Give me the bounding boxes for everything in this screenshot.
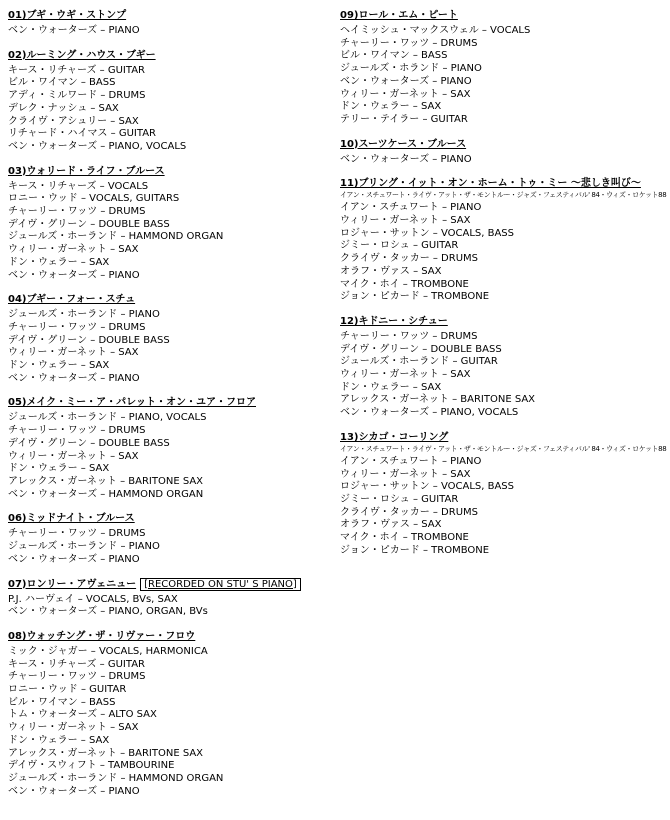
track-block — [8, 512, 330, 566]
credit-line: ウィリー・ガーネット – SAX — [340, 369, 471, 381]
credit-line: テリー・テイラー – GUITAR — [340, 113, 468, 125]
credit-line: ベン・ウォーターズ – HAMMOND ORGAN — [8, 488, 204, 500]
credit-line: マイク・ホイ – TROMBONE — [340, 532, 469, 544]
credit-line: アディ・ミルワード – DRUMS — [8, 90, 146, 102]
credit-line: ジュールズ・ホーランド – PIANO, VOCALS — [8, 412, 207, 424]
track-title-text: 13)シカゴ・コーリング — [340, 431, 449, 443]
credit-line: キース・リチャーズ – VOCALS — [8, 180, 149, 192]
track-block — [8, 165, 330, 283]
credit-line: ロジャー・サットン – VOCALS, BASS — [340, 481, 514, 493]
track-title-text: 01)ブギ・ウギ・ストンプ — [8, 10, 127, 21]
credit-line: チャーリー・ワッツ – DRUMS — [8, 321, 146, 333]
credit-line: オラフ・ヴァス – SAX — [340, 519, 442, 531]
credit-line: ジミー・ロシュ – GUITAR — [340, 240, 459, 252]
track-title — [340, 431, 668, 444]
credit-line: デイヴ・スウィフト – TAMBOURINE — [8, 760, 175, 772]
credit-line: ジョン・ピカード – TROMBONE — [340, 544, 490, 556]
credit-line: チャーリー・ワッツ – DRUMS — [8, 206, 146, 218]
credit-line: チャーリー・ワッツ – DRUMS — [340, 330, 478, 342]
track-title — [340, 138, 668, 151]
credit-line: オラフ・ヴァス – SAX — [340, 265, 442, 277]
track-title-text: 07)ロンリー・アヴェニュー — [8, 578, 137, 590]
credit-line: アレックス・ガーネット – BARITONE SAX — [8, 475, 204, 487]
credit-line: キース・リチャーズ – GUITAR — [8, 64, 145, 76]
track-block — [8, 9, 330, 38]
credit-line: クライヴ・タッカー – DRUMS — [340, 506, 479, 518]
track-title — [8, 578, 330, 591]
credit-line: デイヴ・グリーン – DOUBLE BASS — [8, 437, 170, 449]
credit-line: ベン・ウォーターズ – PIANO — [8, 372, 140, 384]
track-title — [8, 512, 330, 525]
credit-line: ドン・ウェラー – SAX — [8, 360, 110, 372]
credit-line: ウィリー・ガーネット – SAX — [8, 244, 139, 256]
credit-line: チャーリー・ワッツ – DRUMS — [8, 425, 146, 437]
track-title-text: 05)メイク・ミー・ア・パレット・オン・ユア・フロア — [8, 397, 256, 409]
credit-line: キース・リチャーズ – GUITAR — [8, 658, 145, 670]
track-block — [8, 396, 330, 501]
credit-line: ベン・ウォーターズ – PIANO — [8, 785, 140, 797]
credit-line: ジュールズ・ホーランド – GUITAR — [340, 356, 498, 368]
track-subtitle: イアン・スチュワート・ライヴ・アット・ザ・モントルー・ジャズ・フェスティバル' 84・ウィズ・ロケット88 — [340, 191, 667, 200]
credit-line: ジュールズ・ホランド – PIANO — [340, 63, 482, 75]
track-block — [340, 431, 668, 558]
credit-line: ドン・ウェラー – SAX — [340, 101, 442, 113]
track-title-text: 08)ウォッチング・ザ・リヴァー・フロウ — [8, 630, 196, 642]
credit-line: イアン・スチュワート – PIANO — [340, 202, 482, 214]
credit-line: アレックス・ガーネット – BARITONE SAX — [8, 747, 204, 759]
track-title — [8, 396, 330, 409]
track-title — [8, 9, 330, 22]
credit-line: ウィリー・ガーネット – SAX — [340, 88, 471, 100]
credit-line: デイヴ・グリーン – DOUBLE BASS — [340, 343, 502, 355]
track-title — [340, 315, 668, 328]
credit-line: ベン・ウォーターズ – PIANO — [340, 75, 472, 87]
track-title-text: 06)ミッドナイト・ブルース — [8, 513, 135, 525]
recording-note: [RECORDED ON STU' S PIANO] — [140, 578, 301, 591]
credit-line: ベン・ウォーターズ – PIANO, VOCALS — [340, 407, 519, 419]
credit-line: デイヴ・グリーン – DOUBLE BASS — [8, 334, 170, 346]
track-block — [8, 293, 330, 385]
credit-line: ドン・ウェラー – SAX — [8, 734, 110, 746]
track-block — [340, 138, 668, 167]
track-title-text: 10)スーツケース・ブルース — [340, 138, 467, 150]
track-block — [8, 578, 330, 619]
credit-line: クライヴ・アシュリー – SAX — [8, 115, 139, 127]
track-title-text: 11)ブリング・イット・オン・ホーム・トゥ・ミー ～悲しき叫び～ — [340, 178, 641, 190]
credit-line: ジュールズ・ホーランド – PIANO — [8, 309, 160, 321]
track-block — [8, 49, 330, 154]
credit-line: トム・ウォーターズ – ALTO SAX — [8, 709, 157, 721]
credit-line: ロジャー・サットン – VOCALS, BASS — [340, 227, 514, 239]
credit-line: ビル・ワイマン – BASS — [8, 77, 116, 89]
credit-line: チャーリー・ワッツ – DRUMS — [8, 528, 146, 540]
credit-line: ロニー・ウッド – VOCALS, GUITARS — [8, 193, 180, 205]
credit-line: ジミー・ロシュ – GUITAR — [340, 493, 459, 505]
credit-line: ジュールズ・ホーランド – HAMMOND ORGAN — [8, 772, 224, 784]
track-title-text: 09)ロール・エム・ピート — [340, 10, 458, 21]
track-block — [340, 315, 668, 420]
track-title — [340, 177, 668, 190]
credit-line: ウィリー・ガーネット – SAX — [340, 468, 471, 480]
credit-line: ベン・ウォーターズ – PIANO, VOCALS — [8, 140, 187, 152]
credit-line: ビル・ワイマン – BASS — [8, 696, 116, 708]
left-column — [8, 9, 330, 809]
credit-line: ベン・ウォーターズ – PIANO — [8, 25, 140, 36]
track-title-text: 03)ウォリード・ライフ・ブルース — [8, 165, 165, 177]
credit-line: ウィリー・ガーネット – SAX — [8, 347, 139, 359]
credit-line: マイク・ホイ – TROMBONE — [340, 278, 469, 290]
credit-line: ジュールズ・ホーランド – PIANO — [8, 541, 160, 553]
track-title — [8, 49, 330, 62]
credit-line: リチャード・ハイマス – GUITAR — [8, 128, 156, 140]
credit-line: ベン・ウォーターズ – PIANO, ORGAN, BVs — [8, 606, 208, 618]
credit-line: チャーリー・ワッツ – DRUMS — [8, 671, 146, 683]
credit-line: ウィリー・ガーネット – SAX — [8, 450, 139, 462]
credit-line: ベン・ウォーターズ – PIANO — [340, 153, 472, 165]
credit-line: ヘイミッシュ・マックスウェル – VOCALS — [340, 25, 531, 36]
credit-line: ドン・ウェラー – SAX — [340, 381, 442, 393]
track-block — [340, 9, 668, 127]
credit-line: クライヴ・タッカー – DRUMS — [340, 253, 479, 265]
track-title — [340, 9, 668, 22]
credit-line: ウィリー・ガーネット – SAX — [340, 215, 471, 227]
track-title-text: 12)キドニー・シチュー — [340, 315, 448, 327]
credit-line: ビル・ワイマン – BASS — [340, 50, 448, 62]
track-title — [8, 630, 330, 643]
track-block — [340, 177, 668, 304]
credit-line: イアン・スチュワート – PIANO — [340, 455, 482, 467]
track-title-text: 04)ブギー・フォー・スチュ — [8, 294, 136, 306]
credit-line: ジュールズ・ホーランド – HAMMOND ORGAN — [8, 231, 224, 243]
credit-line: デイヴ・グリーン – DOUBLE BASS — [8, 218, 170, 230]
track-title — [8, 165, 330, 178]
credit-line: アレックス・ガーネット – BARITONE SAX — [340, 394, 536, 406]
track-subtitle: イアン・スチュワート・ライヴ・アット・ザ・モントルー・ジャズ・フェスティバル' 84・ウィズ・ロケット88 — [340, 444, 667, 453]
credit-line: デレク・ナッシュ – SAX — [8, 102, 119, 114]
credit-line: ミック・ジャガー – VOCALS, HARMONICA — [8, 645, 208, 657]
credit-line: ベン・ウォーターズ – PIANO — [8, 269, 140, 281]
credit-line: ウィリー・ガーネット – SAX — [8, 722, 139, 734]
credit-line: チャーリー・ワッツ – DRUMS — [340, 37, 478, 49]
credit-line: ロニー・ウッド – GUITAR — [8, 684, 127, 696]
credit-line: ベン・ウォーターズ – PIANO — [8, 553, 140, 565]
credit-line: ジョン・ピカード – TROMBONE — [340, 291, 490, 303]
credit-line: ドン・ウェラー – SAX — [8, 463, 110, 475]
right-column — [340, 9, 668, 569]
track-block — [8, 630, 330, 798]
credit-line: P.J. ハーヴェイ – VOCALS, BVs, SAX — [8, 593, 178, 605]
track-title — [8, 293, 330, 306]
track-title-text: 02)ルーミング・ハウス・ブギー — [8, 49, 156, 61]
credit-line: ドン・ウェラー – SAX — [8, 256, 110, 268]
